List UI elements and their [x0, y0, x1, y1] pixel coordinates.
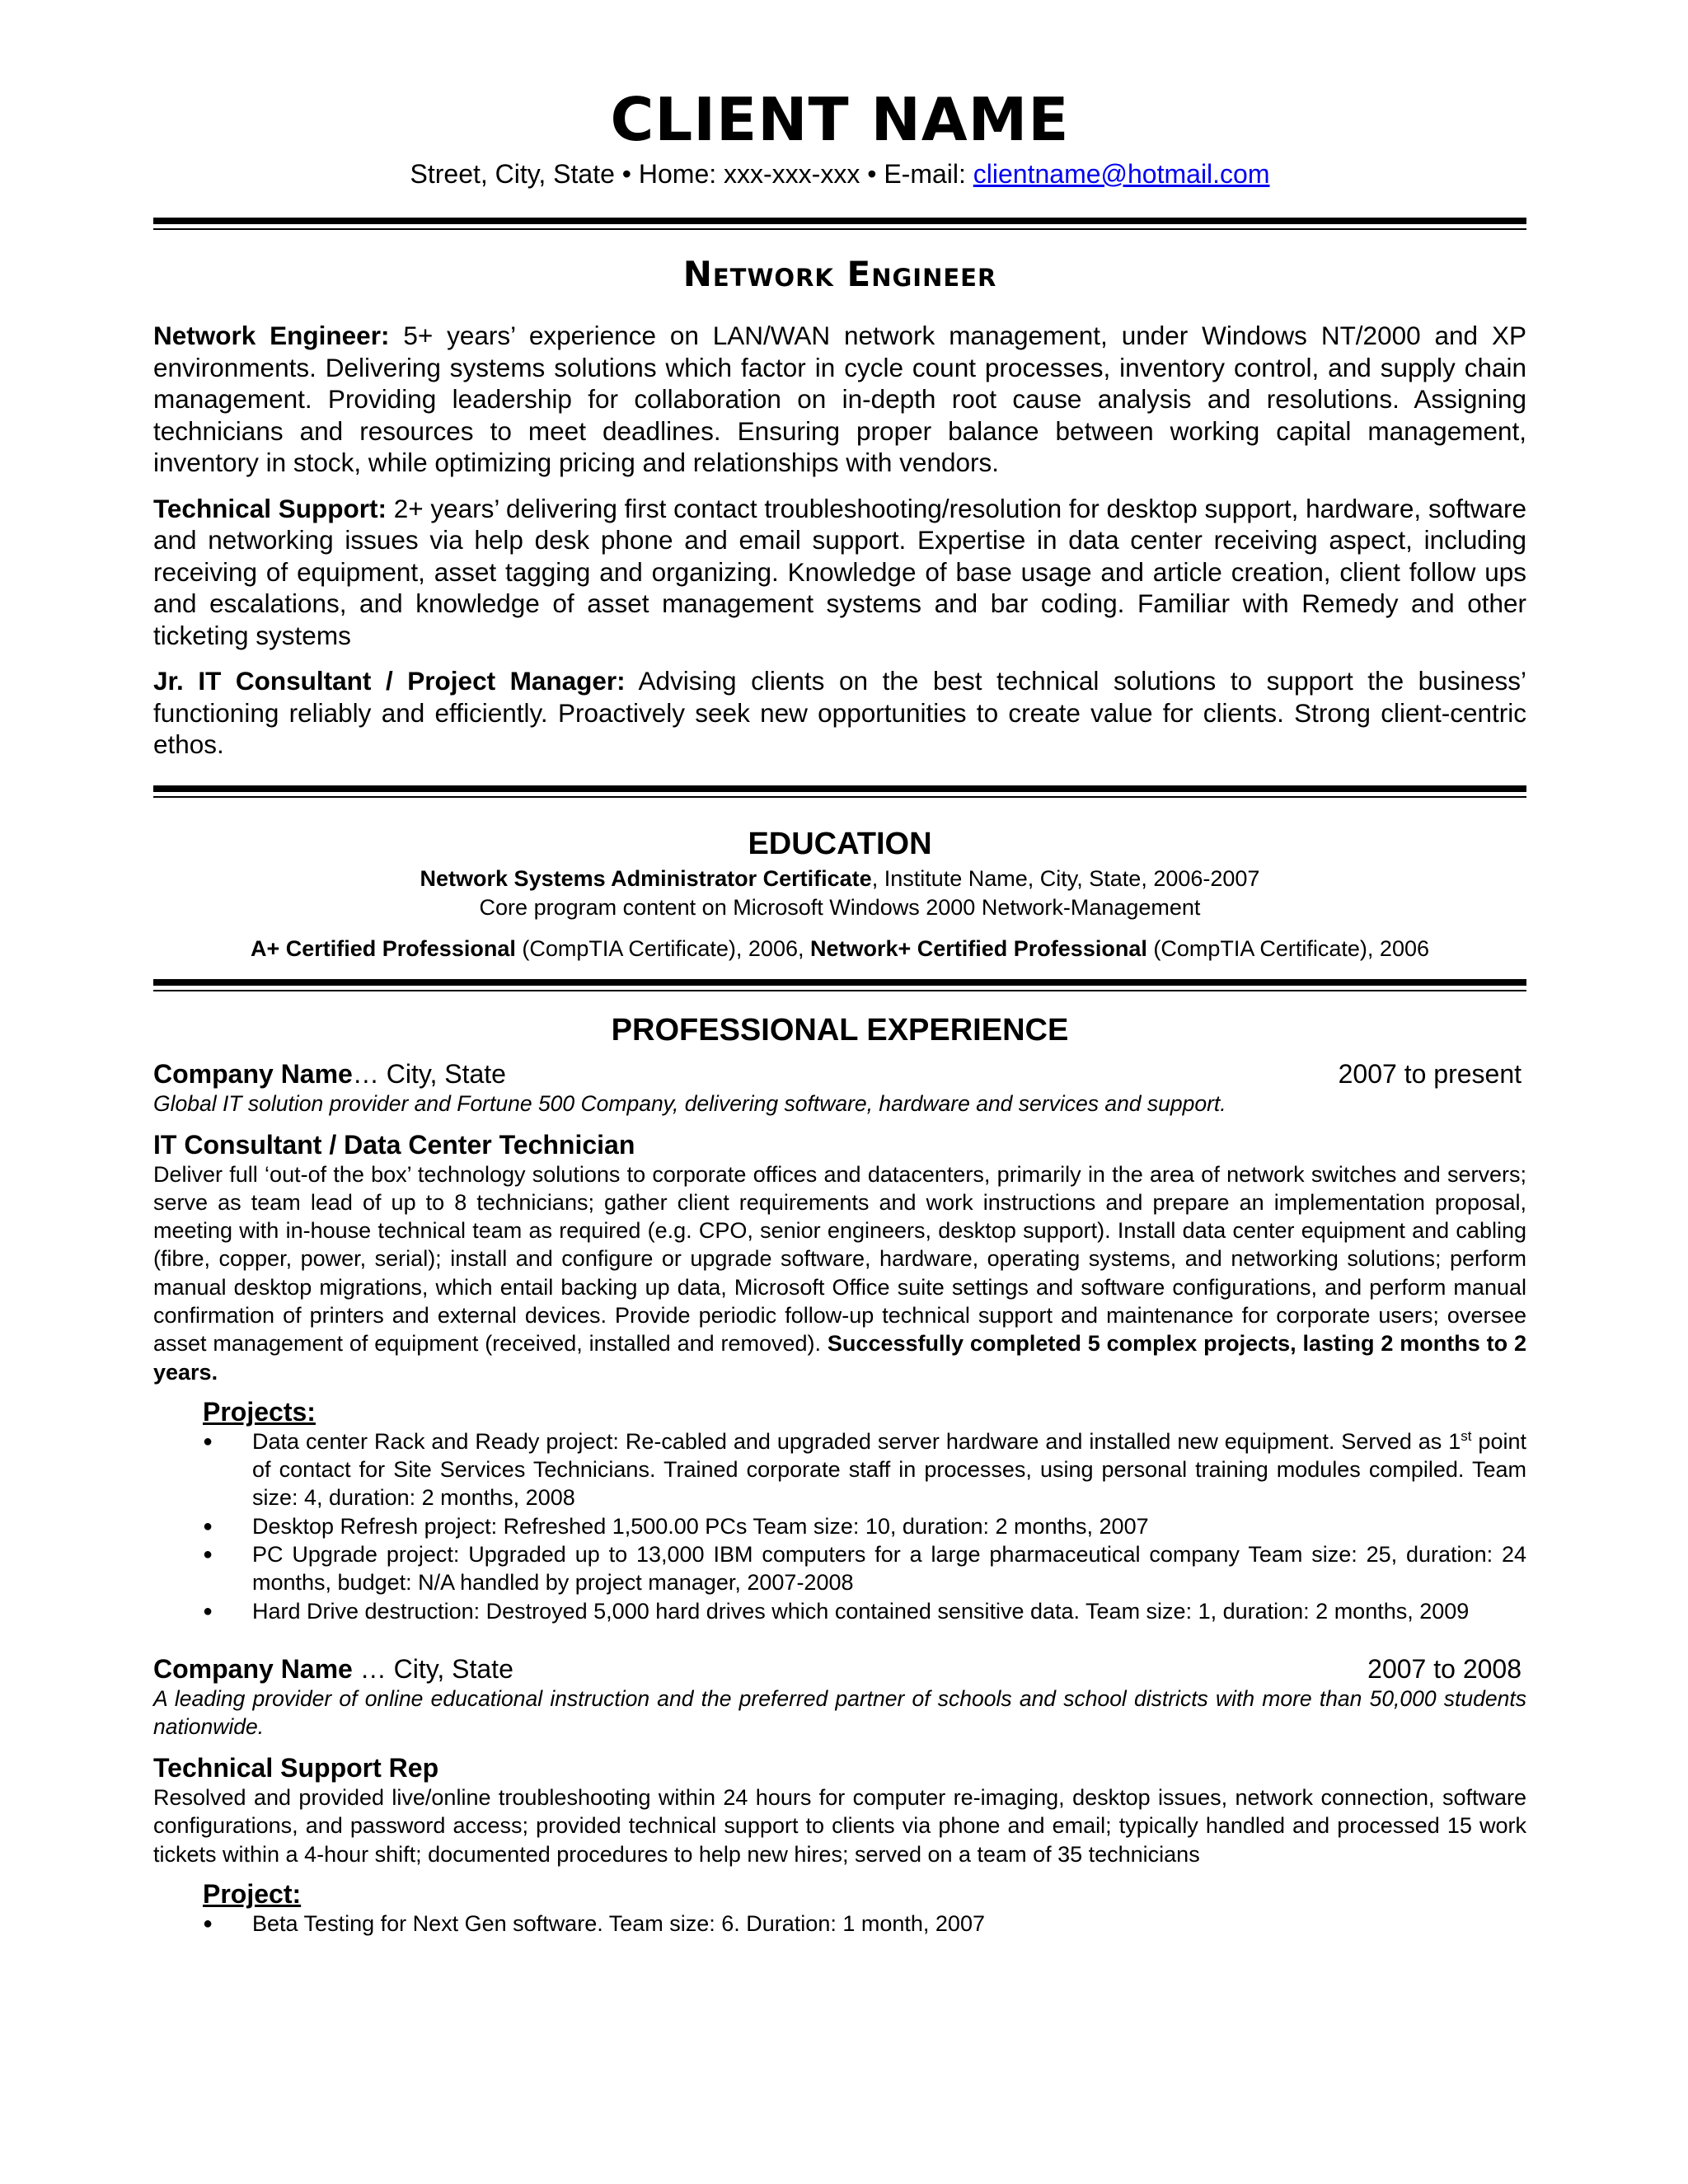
divider — [153, 979, 1526, 991]
job2-body: Resolved and provided live/online troubleshooting within 24 hours for computer re-imaging, desktop issues, network connection, software configurations, and password access; provided technical support to clients via phone and email; typically handled and processed 15 work tickets within a 4-hour shift; documented procedures to help new hires; served on a team of 35 technicians — [153, 1784, 1526, 1867]
education-heading: EDUCATION — [748, 826, 932, 861]
summary-technical-support — [153, 493, 1526, 652]
cert-name: Network Systems Administrator Certificate — [420, 865, 872, 891]
summary-label: Network Engineer: — [153, 321, 390, 350]
bullet-icon: ● — [203, 1914, 213, 1933]
job1-projects-heading: Projects: — [203, 1396, 316, 1427]
project-text: PC Upgrade project: Upgraded up to 13,000 IBM computers for a large pharmaceutical company Team size: 25, duration: 24 months, budget: N/A handled by project manager, 2007-2008 — [252, 1542, 1526, 1596]
list-item — [153, 1540, 1526, 1597]
cert-name: Network+ Certified Professional — [809, 935, 1147, 961]
resume-page — [153, 0, 1526, 1938]
company-name: Company Name — [153, 1058, 353, 1089]
bullet-icon: ● — [203, 1432, 213, 1451]
job1-company — [153, 1058, 506, 1090]
education-detail: Core program content on Microsoft Windows 2000 Network-Management — [479, 894, 1201, 920]
bullet-icon: ● — [203, 1516, 213, 1535]
education-certifications — [153, 934, 1526, 963]
job2-company — [153, 1653, 513, 1685]
summary-text: 5+ years’ experience on LAN/WAN network management, under Windows NT/2000 and XP environments. Delivering systems solutions which factor in cycle count processes, inventory control, and supply chain management. Providing leadership for collaboration on in-depth root cause analysis and resolutions. Assigning technicians and resources to meet deadlines. Ensuring proper balance between working capital management, inventory in stock, while optimizing pricing and relationships with vendors. — [153, 321, 1526, 477]
contact-line — [153, 157, 1526, 190]
project-text: Hard Drive destruction: Destroyed 5,000 hard drives which contained sensitive data. Team size: 1, duration: 2 months, 2009 — [252, 1598, 1470, 1624]
experience-heading: PROFESSIONAL EXPERIENCE — [611, 1012, 1069, 1047]
job-title: Network Engineer — [682, 254, 997, 294]
project-text: Desktop Refresh project: Refreshed 1,500.00 PCs Team size: 10, duration: 2 months, 2007 — [252, 1513, 1149, 1539]
summary-label: Jr. IT Consultant / Project Manager: — [153, 666, 626, 696]
project-text: Data center Rack and Ready project: Re-cabled and upgraded server hardware and installed new equipment. Served as 1 — [252, 1428, 1461, 1454]
job2-company-row — [153, 1653, 1526, 1685]
job1-body-text: Deliver full ‘out-of the box’ technology solutions to corporate offices and datacenters, primarily in the area of network switches and servers; serve as team lead of up to 8 technicians; gather client requirements and work instructions and prepare an implementation proposal, meeting with in-house technical team as required (e.g. CPO, senior engineers, desktop support). Install data center equipment and cabling (fibre, copper, power, serial); install and configure or upgrade software, hardware, operating systems, and networking solutions; perform manual desktop migrations, which entail backing up data, Microsoft Office suite settings and software configurations, and perform manual confirmation of printers and external devices. Provide periodic follow-up technical support and maintenance for corporate users; oversee asset management of equipment (received, installed and removed). — [153, 1161, 1526, 1357]
list-item — [153, 1427, 1526, 1512]
job1-project-list — [153, 1427, 1526, 1625]
cert-details: (CompTIA Certificate), 2006 — [1146, 935, 1429, 961]
project-text: Beta Testing for Next Gen software. Team size: 6. Duration: 1 month, 2007 — [252, 1910, 985, 1936]
cert-details: (CompTIA Certificate), 2006, — [515, 935, 810, 961]
bullet-icon: ● — [203, 1545, 213, 1564]
cert-name: A+ Certified Professional — [251, 935, 516, 961]
summary-text: Advising clients on the best technical solutions to support the business’ functioning reliably and efficiently. Proactively seek new opportunities to create value for clients. Strong client-centric ethos. — [153, 666, 1526, 759]
job1-company-row — [153, 1058, 1526, 1090]
company-location: … City, State — [352, 1058, 506, 1089]
job1-body-highlight: Successfully completed 5 complex projects, lasting 2 months to 2 years. — [153, 1331, 1526, 1385]
summary-label: Technical Support: — [153, 493, 387, 523]
company-name: Company Name — [153, 1653, 353, 1684]
summary-text: 2+ years’ delivering first contact troubleshooting/resolution for desktop support, hardware, software and networking issues via help desk phone and email support. Expertise in data center receiving aspect, including receiving of equipment, asset tagging and organizing. Knowledge of base usage and article creation, client follow ups and escalations, and knowledge of asset management systems and bar coding. Familiar with Remedy and other ticketing systems — [153, 493, 1526, 650]
list-item — [153, 1910, 1526, 1938]
job2-role: Technical Support Rep — [153, 1752, 439, 1783]
cert-details: , Institute Name, City, State, 2006-2007 — [871, 865, 1260, 891]
divider — [153, 785, 1526, 798]
superscript: st — [1461, 1427, 1472, 1444]
job1-role: IT Consultant / Data Center Technician — [153, 1129, 635, 1160]
job2-project-heading: Project: — [203, 1878, 302, 1909]
email-link[interactable]: clientname@hotmail.com — [973, 159, 1270, 189]
list-item — [153, 1597, 1526, 1625]
job1-body — [153, 1160, 1526, 1386]
project-text: point of contact for Site Services Technicians. Trained corporate staff in processes, using personal training modules compiled. Team size: 4, duration: 2 months, 2008 — [252, 1428, 1526, 1511]
job2-description: A leading provider of online educational instruction and the preferred partner of schools and school districts with more than 50,000 students nationwide. — [153, 1685, 1526, 1739]
company-location: … City, State — [352, 1653, 513, 1684]
divider — [153, 218, 1526, 230]
client-name: CLIENT NAME — [610, 85, 1070, 154]
summary-jr-consultant — [153, 665, 1526, 761]
contact-details: Street, City, State • Home: xxx-xxx-xxx • E-mail: — [410, 159, 973, 189]
job2-project-list — [153, 1910, 1526, 1938]
bullet-icon: ● — [203, 1601, 213, 1620]
job2-dates: 2007 to 2008 — [1367, 1653, 1522, 1684]
summary-network-engineer — [153, 320, 1526, 479]
job1-description: Global IT solution provider and Fortune 500 Company, delivering software, hardware and services and support. — [153, 1090, 1226, 1116]
list-item — [153, 1512, 1526, 1540]
education-cert-line — [153, 864, 1526, 893]
job1-dates: 2007 to present — [1338, 1058, 1522, 1089]
